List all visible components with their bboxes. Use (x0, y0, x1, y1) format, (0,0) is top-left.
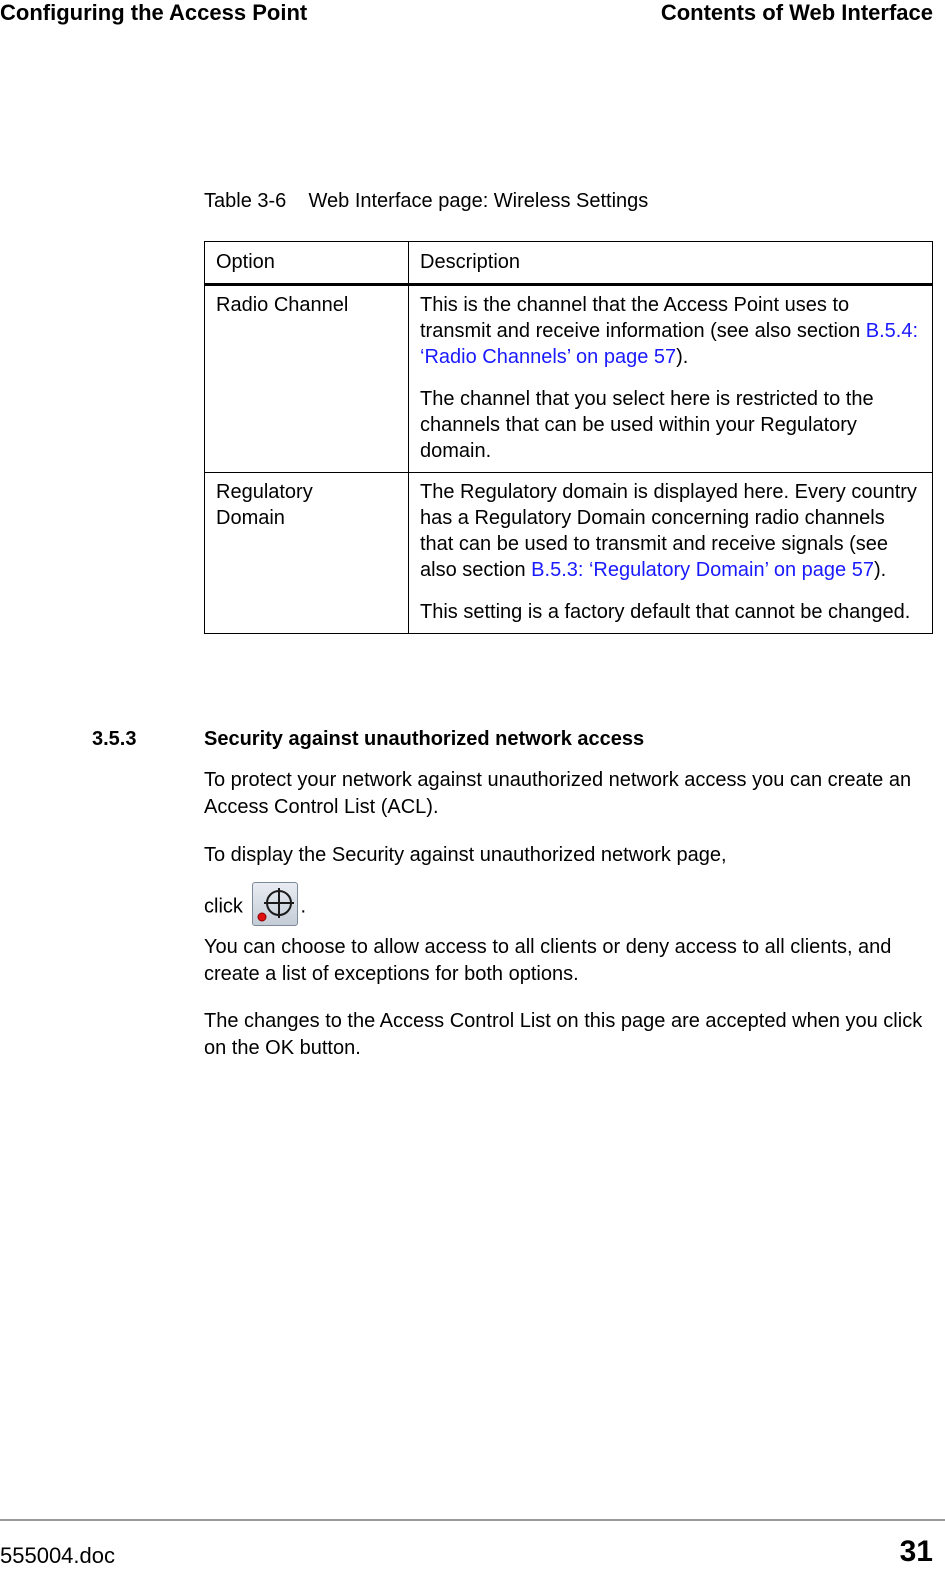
click-text: click (204, 895, 243, 918)
wireless-settings-table (204, 241, 933, 634)
table-caption: Table 3-6 Web Interface page: Wireless Settings (204, 190, 649, 212)
running-header-right: Contents of Web Interface (660, 0, 933, 25)
period-text: . (300, 895, 307, 918)
description-text: This is the channel that the Access Point uses to transmit and receive information (see also section (420, 294, 866, 342)
option-cell: Regulatory Domain (205, 473, 409, 634)
description-paragraph (420, 292, 921, 370)
description-paragraph: The channel that you select here is restricted to the channels that can be used within your Regulatory domain. (420, 388, 874, 462)
table-row (205, 473, 933, 634)
table-row (205, 285, 933, 473)
security-button[interactable] (252, 882, 298, 926)
description-text: The Regulatory domain is displayed here. Every country has a Regulatory Domain concerning radio channels that can be used to transmit and receive signals (see also section (420, 481, 917, 581)
description-text: ). (676, 346, 689, 368)
table-header-row (205, 242, 933, 285)
footer-divider (0, 1519, 945, 1521)
description-text: ). (873, 559, 887, 581)
cross-reference-link[interactable]: B.5.4: ‘Radio Channels’ on page 57 (420, 320, 919, 368)
description-cell (409, 473, 933, 634)
body-paragraph: The changes to the Access Control List on this page are accepted when you click on the OK button. (204, 1010, 923, 1059)
body-paragraph-click-instruction (204, 885, 932, 929)
column-header-option: Option (205, 242, 409, 285)
option-cell: Radio Channel (205, 285, 409, 473)
description-paragraph (420, 479, 921, 583)
body-paragraph: To display the Security against unauthorized network page, (204, 844, 727, 866)
description-paragraph: This setting is a factory default that cannot be changed. (420, 601, 911, 623)
footer-page-number: 31 (899, 1535, 933, 1568)
body-paragraph: To protect your network against unauthorized network access you can create an Access Control List (ACL). (204, 769, 912, 818)
security-crosshair-icon (253, 883, 299, 927)
section-title: Security against unauthorized network access (204, 728, 645, 750)
section-number: 3.5.3 (92, 728, 137, 750)
footer-document-name: 555004.doc (0, 1543, 115, 1568)
column-header-description: Description (409, 242, 933, 285)
description-cell (409, 285, 933, 473)
cross-reference-link[interactable]: B.5.3: ‘Regulatory Domain’ on page 57 (531, 559, 874, 581)
body-paragraph: You can choose to allow access to all clients or deny access to all clients, and create a list of exceptions for both options. (204, 936, 892, 985)
running-header-left: Configuring the Access Point (0, 0, 308, 25)
